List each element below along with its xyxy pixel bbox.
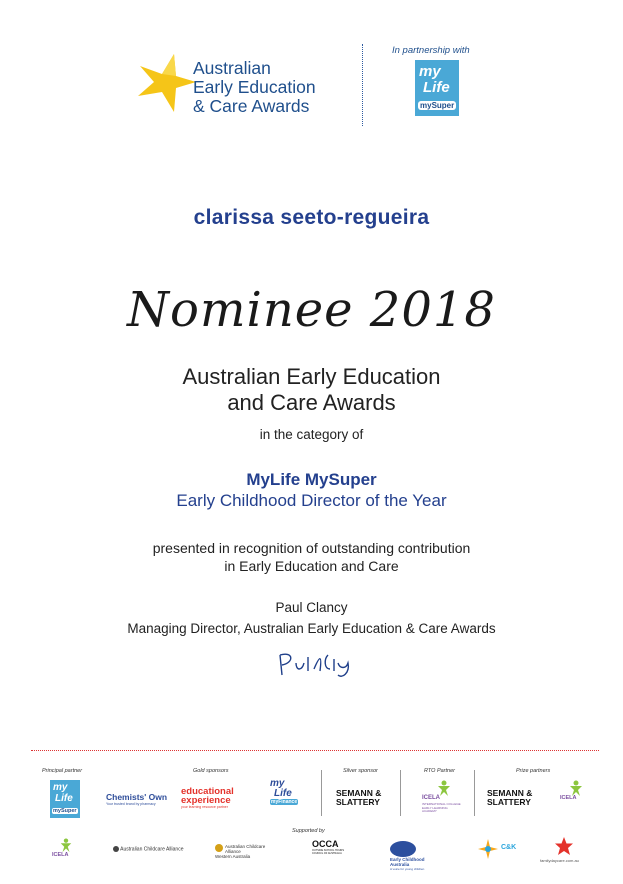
category-name: Early Childhood Director of the Year <box>176 491 447 510</box>
mylife-myfinance-logo: my Life myFinance <box>270 778 298 805</box>
recipient-name: clarissa seeto-regueira <box>193 206 430 229</box>
silver-sponsor-label: Silver sponsor <box>343 768 378 774</box>
icela-figure-icon <box>436 780 452 796</box>
australian-childcare-alliance-logo: Australian Childcare Alliance <box>113 846 184 852</box>
icela-supporter-logo: ICELA <box>50 838 84 868</box>
icela-prize-logo: ICELA <box>560 780 592 810</box>
signatory-name: Paul Clancy <box>275 600 348 615</box>
eca-icon <box>390 841 416 857</box>
awards-star-logo <box>134 52 198 116</box>
semann-slattery-logo: SEMANN & SLATTERY <box>336 788 382 807</box>
family-day-care-logo: familydaycare.com.au <box>540 836 588 870</box>
educational-experience-logo: educational experience your learning resource partner <box>181 786 234 809</box>
gold-sponsors-label: Gold sponsors <box>193 768 229 774</box>
nominee-title: Nominee 2018 <box>127 282 496 338</box>
cnk-logo: C&K <box>477 838 523 864</box>
icela-figure-icon <box>568 780 584 796</box>
prize-partners-label: Prize partners <box>516 768 551 774</box>
category-sponsor-name: MyLife MySuper <box>246 470 377 489</box>
rto-partner-label: RTO Partner <box>424 768 455 774</box>
supported-by-label: Supported by <box>292 828 325 834</box>
sponsor-separator <box>474 770 475 816</box>
principal-mylife-logo: my Life mySuper <box>50 780 80 818</box>
awards-logo-text: Australian Early Education & Care Awards <box>193 58 316 116</box>
sponsor-separator <box>400 770 401 816</box>
early-childhood-australia-logo: Early Childhood Australia A voice for young children <box>390 841 426 871</box>
icela-figure-icon <box>59 838 73 852</box>
footer-divider <box>31 750 599 751</box>
principal-partner-label: Principal partner <box>42 768 83 774</box>
awards-name: Australian Early Education and Care Awards <box>182 364 441 415</box>
header-divider <box>362 44 363 126</box>
occa-logo: OCCA OUTSIDE SCHOOL HOURS COUNCIL OF AUSTRALIA <box>312 839 344 855</box>
star-icon <box>554 836 574 856</box>
aca-icon <box>113 846 119 852</box>
signatory-title: Managing Director, Australian Early Education & Care Awards <box>127 621 496 636</box>
partnership-label: In partnership with <box>392 45 470 56</box>
sponsor-separator <box>321 770 322 816</box>
aca-wa-icon <box>215 844 223 852</box>
cnk-burst-icon <box>477 838 499 860</box>
semann-slattery-prize-logo: SEMANN & SLATTERY <box>487 788 533 807</box>
mylife-logo: my Life mySuper <box>415 60 459 116</box>
chemists-own-logo: Chemists' Own Your trusted brand by pharmacy <box>106 792 168 806</box>
recognition-text: presented in recognition of outstanding contribution in Early Education and Care <box>152 540 471 574</box>
icela-rto-logo: ICELA INTERNATIONAL COLLEGE EARLY LEARNING ACADEMY <box>422 780 462 816</box>
signature <box>272 645 362 681</box>
aca-wa-logo: Australian Childcare Alliance Western Australia <box>215 844 266 859</box>
category-intro: in the category of <box>259 427 364 442</box>
